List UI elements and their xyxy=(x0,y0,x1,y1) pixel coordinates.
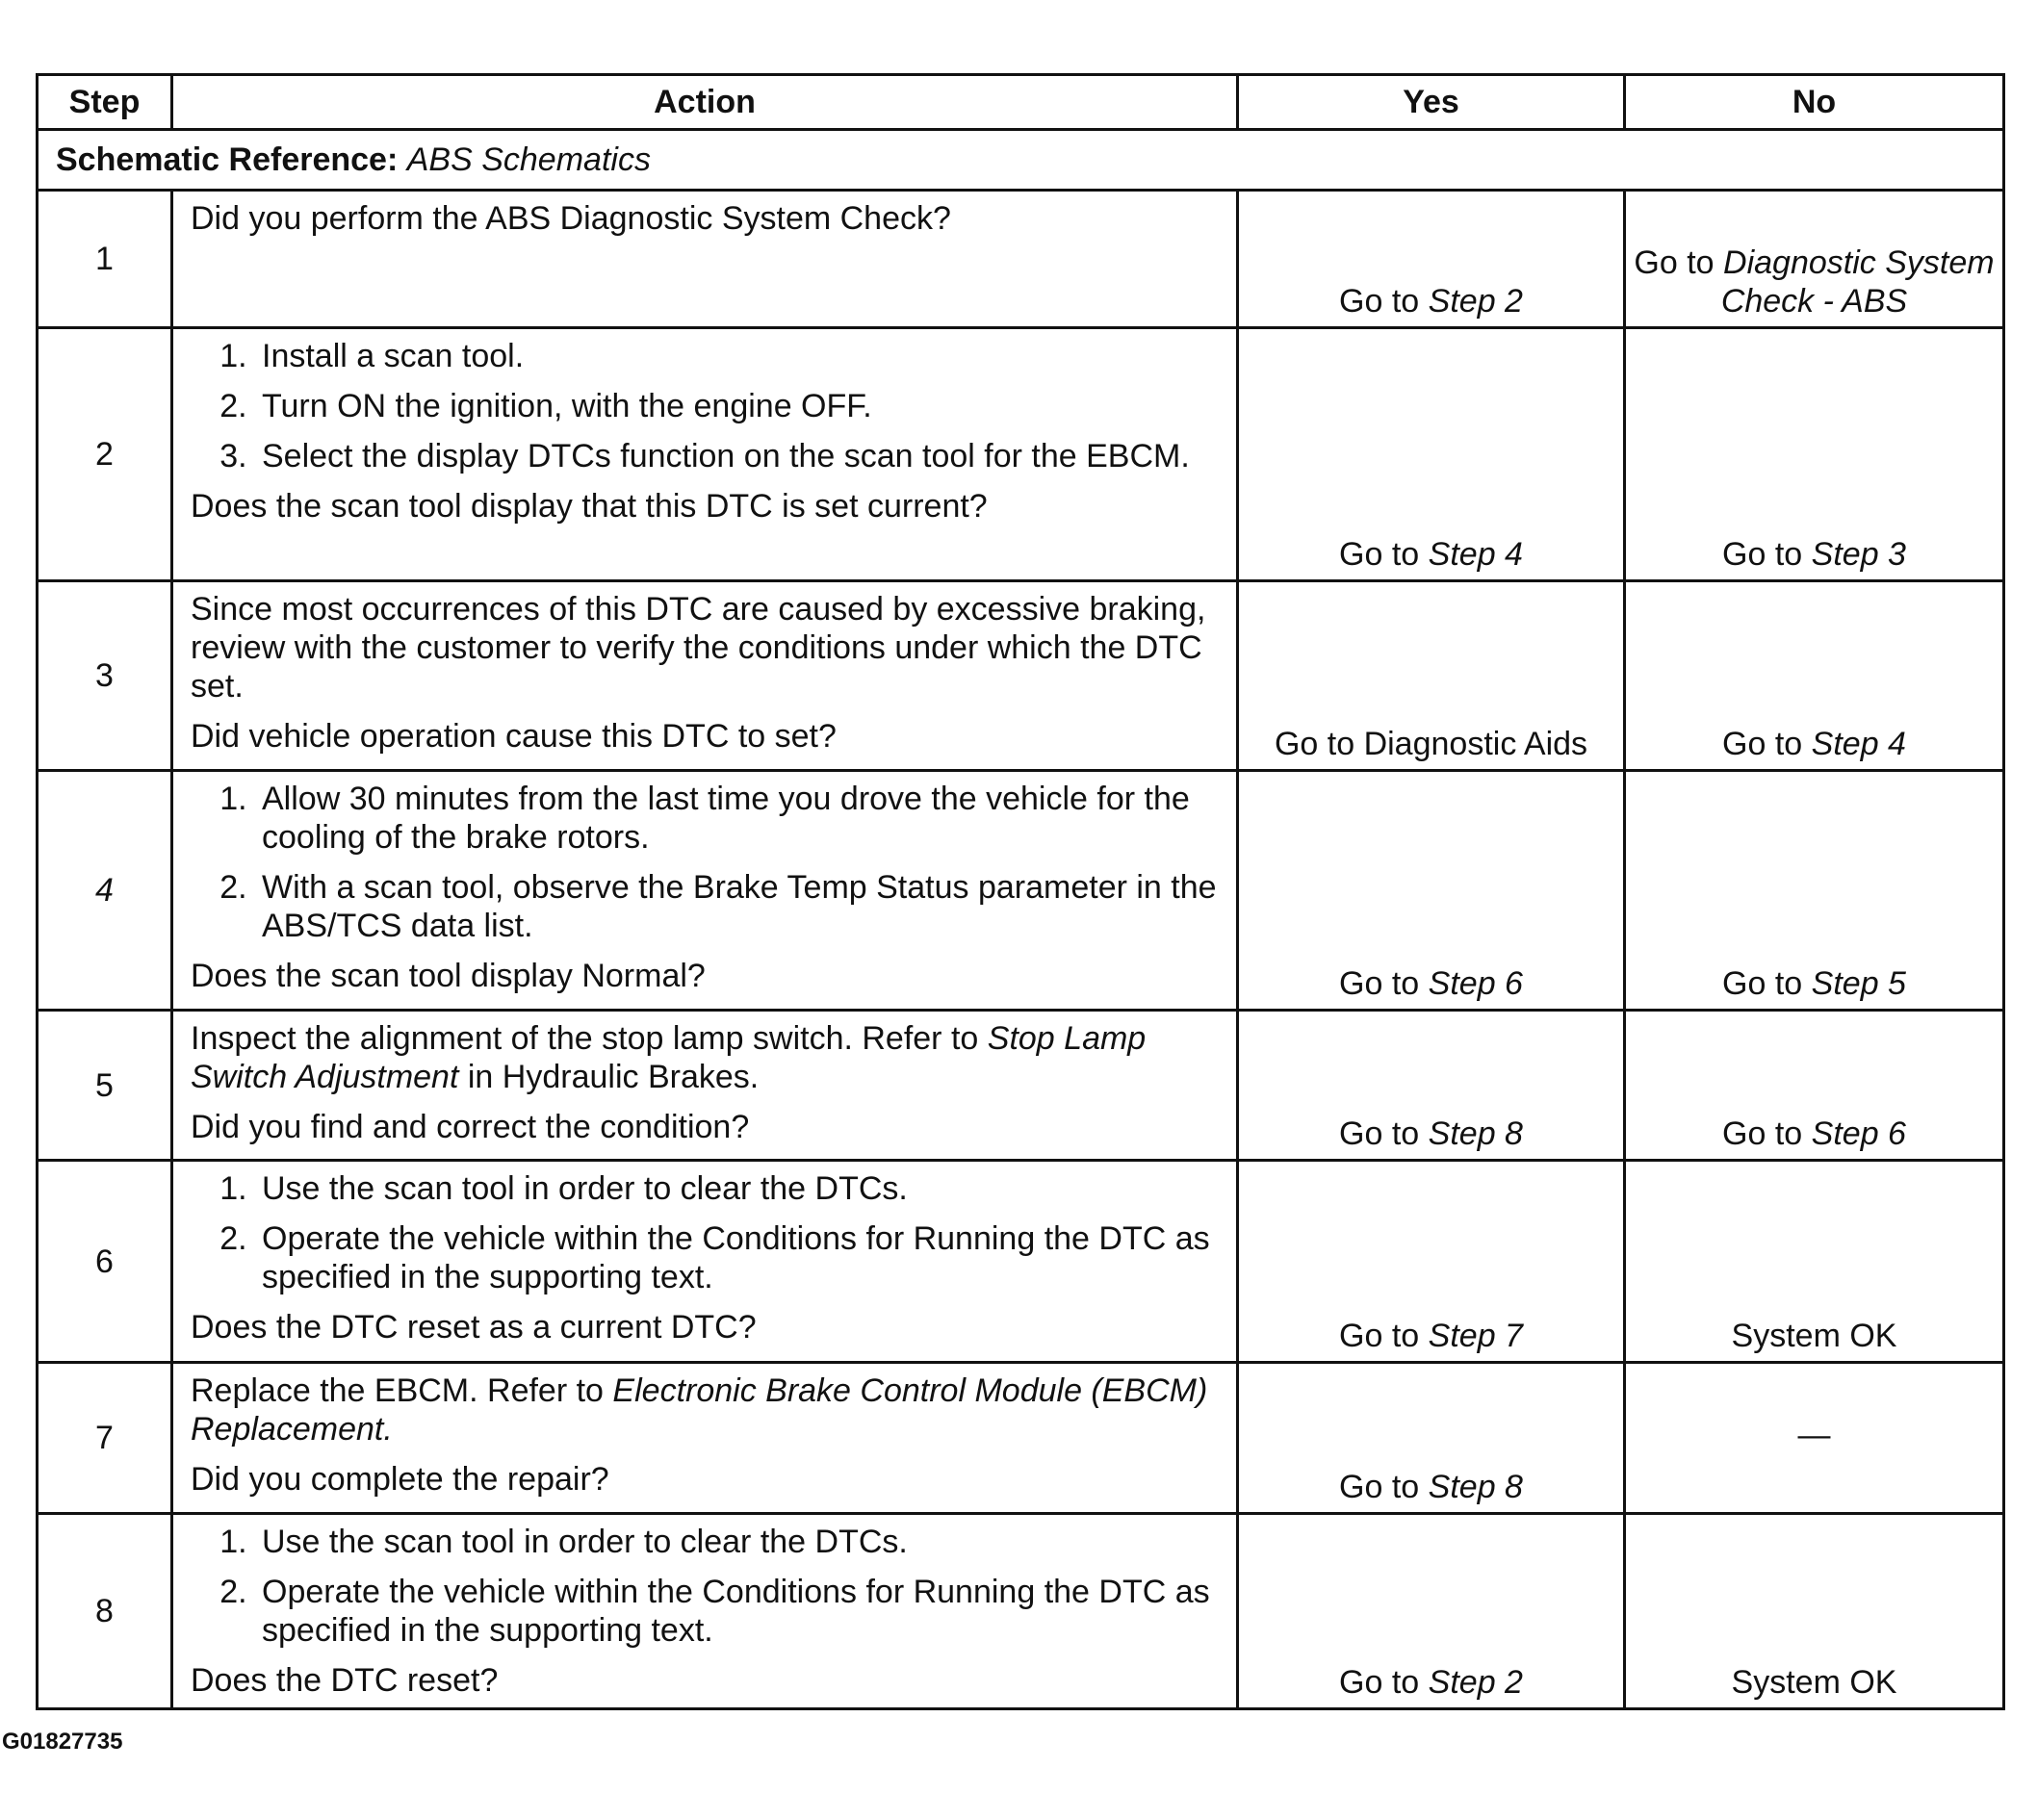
no-cell xyxy=(1625,771,2004,1011)
step-number: 1 xyxy=(38,191,172,328)
no-cell xyxy=(1625,191,2004,328)
yes-prefix: Go to xyxy=(1339,1115,1420,1152)
header-no: No xyxy=(1625,75,2004,130)
no-cell xyxy=(1625,581,2004,771)
yes-prefix: Go to xyxy=(1339,1664,1420,1701)
yes-cell xyxy=(1238,328,1625,581)
yes-prefix: Go to xyxy=(1339,965,1420,1002)
substep-item: 2. Operate the vehicle within the Conditions for Running the DTC as specified in the supporting text. xyxy=(256,1219,1219,1296)
no-prefix: Go to xyxy=(1722,536,1803,573)
yes-step-link[interactable]: Step 2 xyxy=(1428,1664,1523,1701)
yes-step-link[interactable]: Step 7 xyxy=(1428,1318,1523,1354)
figure-id: G01827735 xyxy=(2,1729,123,1755)
no-step-link[interactable]: Step 6 xyxy=(1811,1115,1906,1152)
action-question: Did vehicle operation cause this DTC to set? xyxy=(191,718,837,755)
action-cell xyxy=(172,191,1238,328)
substep-item: 3. Select the display DTCs function on the scan tool for the EBCM. xyxy=(256,437,1219,475)
diagnostic-table xyxy=(36,73,2005,1710)
table-row xyxy=(38,1514,2004,1709)
yes-prefix: Go to xyxy=(1339,536,1420,573)
yes-step-link[interactable]: Step 6 xyxy=(1428,965,1523,1002)
substep-list xyxy=(191,337,1219,475)
table-row xyxy=(38,1161,2004,1363)
action-cell xyxy=(172,581,1238,771)
step-number: 2 xyxy=(38,328,172,581)
yes-text[interactable]: Go to Diagnostic Aids xyxy=(1274,726,1588,762)
action-question: Did you perform the ABS Diagnostic System Check? xyxy=(191,200,951,237)
yes-cell xyxy=(1238,1514,1625,1709)
substep-item: 2. Turn ON the ignition, with the engine OFF. xyxy=(256,387,1219,425)
header-step: Step xyxy=(38,75,172,130)
no-text: — xyxy=(1797,1417,1831,1453)
action-question: Does the DTC reset? xyxy=(191,1662,499,1699)
action-cell xyxy=(172,1011,1238,1161)
yes-step-link[interactable]: Step 8 xyxy=(1428,1469,1523,1505)
reference-link[interactable]: Electronic Brake Control Module (EBCM) Replacement. xyxy=(191,1372,1208,1448)
yes-cell xyxy=(1238,581,1625,771)
substep-list xyxy=(191,1169,1219,1296)
action-cell xyxy=(172,771,1238,1011)
no-text: System OK xyxy=(1731,1318,1897,1354)
no-step-link[interactable]: Diagnostic System Check - ABS xyxy=(1720,244,1995,320)
step-number: 3 xyxy=(38,581,172,771)
yes-cell xyxy=(1238,771,1625,1011)
no-step-link[interactable]: Step 4 xyxy=(1811,726,1906,762)
yes-cell xyxy=(1238,1363,1625,1514)
yes-step-link[interactable]: Step 2 xyxy=(1428,283,1523,320)
action-intro xyxy=(191,1371,1219,1448)
schematic-reference-row xyxy=(38,130,2004,191)
no-cell xyxy=(1625,1161,2004,1363)
no-cell xyxy=(1625,1363,2004,1514)
substep-item: 1. Use the scan tool in order to clear the DTCs. xyxy=(256,1169,1219,1208)
header-action: Action xyxy=(172,75,1238,130)
no-prefix: Go to xyxy=(1634,244,1715,281)
table-row xyxy=(38,771,2004,1011)
header-yes: Yes xyxy=(1238,75,1625,130)
substep-item: 1. Install a scan tool. xyxy=(256,337,1219,375)
schematic-reference-label: Schematic Reference: xyxy=(56,141,399,178)
no-text: System OK xyxy=(1731,1664,1897,1701)
no-prefix: Go to xyxy=(1722,726,1803,762)
step-number: 6 xyxy=(38,1161,172,1363)
action-question: Does the scan tool display that this DTC is set current? xyxy=(191,488,988,525)
yes-step-link[interactable]: Step 8 xyxy=(1428,1115,1523,1152)
reference-link[interactable]: Stop Lamp Switch Adjustment xyxy=(191,1020,1147,1095)
no-cell xyxy=(1625,328,2004,581)
yes-prefix: Go to xyxy=(1339,1469,1420,1505)
table-row xyxy=(38,1363,2004,1514)
table-row xyxy=(38,581,2004,771)
step-number: 5 xyxy=(38,1011,172,1161)
no-step-link[interactable]: Step 5 xyxy=(1811,965,1906,1002)
step-number: 4 xyxy=(38,771,172,1011)
step-number: 8 xyxy=(38,1514,172,1709)
substep-item: 2. Operate the vehicle within the Conditions for Running the DTC as specified in the supporting text. xyxy=(256,1573,1219,1650)
action-cell xyxy=(172,1514,1238,1709)
intro-text: Inspect the alignment of the stop lamp switch. Refer to xyxy=(191,1020,979,1057)
yes-prefix: Go to xyxy=(1339,1318,1420,1354)
substep-list xyxy=(191,780,1219,945)
action-cell xyxy=(172,1161,1238,1363)
yes-step-link[interactable]: Step 4 xyxy=(1428,536,1523,573)
schematic-reference xyxy=(38,130,2004,191)
intro-text: in Hydraulic Brakes. xyxy=(467,1059,760,1095)
step-number: 7 xyxy=(38,1363,172,1514)
substep-item: 2. With a scan tool, observe the Brake Temp Status parameter in the ABS/TCS data list. xyxy=(256,868,1219,945)
substep-item: 1. Use the scan tool in order to clear the DTCs. xyxy=(256,1523,1219,1561)
header-row xyxy=(38,75,2004,130)
table-row xyxy=(38,328,2004,581)
table-row xyxy=(38,1011,2004,1161)
no-prefix: Go to xyxy=(1722,1115,1803,1152)
action-cell xyxy=(172,328,1238,581)
no-step-link[interactable]: Step 3 xyxy=(1811,536,1906,573)
action-question: Did you complete the repair? xyxy=(191,1461,609,1498)
no-cell xyxy=(1625,1011,2004,1161)
action-question: Does the scan tool display Normal? xyxy=(191,958,706,994)
substep-item: 1. Allow 30 minutes from the last time you drove the vehicle for the cooling of the brake rotors. xyxy=(256,780,1219,857)
action-intro xyxy=(191,1019,1219,1096)
action-intro: Since most occurrences of this DTC are caused by excessive braking, review with the customer to verify the conditions under which the DTC set. xyxy=(191,591,1206,705)
table-row xyxy=(38,191,2004,328)
action-question: Did you find and correct the condition? xyxy=(191,1109,750,1145)
schematic-reference-link[interactable]: ABS Schematics xyxy=(406,141,651,178)
action-question: Does the DTC reset as a current DTC? xyxy=(191,1309,757,1346)
yes-cell xyxy=(1238,1011,1625,1161)
no-prefix: Go to xyxy=(1722,965,1803,1002)
yes-prefix: Go to xyxy=(1339,283,1420,320)
intro-text: Replace the EBCM. Refer to xyxy=(191,1372,604,1409)
yes-cell xyxy=(1238,191,1625,328)
action-cell xyxy=(172,1363,1238,1514)
no-cell xyxy=(1625,1514,2004,1709)
yes-cell xyxy=(1238,1161,1625,1363)
substep-list xyxy=(191,1523,1219,1650)
